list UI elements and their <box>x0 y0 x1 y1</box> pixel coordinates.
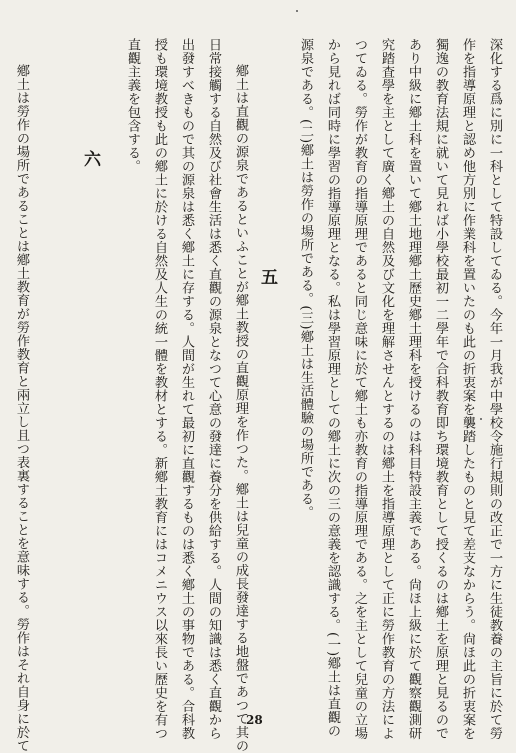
text-line: 鄕土は勞作の場所であることは鄕土教育が勞作教育と兩立し且つ表裏することを意味する。勞作はそれ自身に於て <box>14 64 29 753</box>
text-line: つてゐる。勞作が教育の指導原理であると同じ意味に於て鄕土も亦教育の指導原理である。之を主として兒童の立場 <box>352 38 367 740</box>
text-line: 出發すべきもので其の源泉は悉く鄕土に存する。人間が生れて最初に直觀するものは悉く鄕土の事物である。合科教 <box>179 38 194 740</box>
text-line: 鄕土は直觀の源泉であるといふことが鄕土教授の直觀原理を作つた。鄕土は兒童の成長發達する地盤であつて其の <box>233 64 248 753</box>
text-line: あり中級に鄕土科を置いて鄕土地理鄕土歷史鄕土理科を授けるのは科目特設主義である。尙ほ上級に於て觀察觀測研 <box>406 38 421 740</box>
speck-mark <box>480 418 482 420</box>
text-line: 獨逸の教育法規に就いて見れば小學校最初一二學年で合科教育即ち環境教育として授くるのは鄕土を原理と見るので <box>433 38 448 740</box>
text-line: 作を指導原理と認め他方別に作業科を置いたのも此の折衷案を襲踏したものと見て差支なからう。尙ほ此の折衷案を <box>460 38 475 740</box>
section-heading: 五 <box>257 268 277 287</box>
page-number: 28 <box>246 713 263 727</box>
text-line: 日常接觸する自然及び社會生活は悉く直觀の源泉となつて心意の發達に養分を供給する。人間の知識は悉く直觀から <box>206 38 221 740</box>
text-line: 究踏査學を主として廣く鄕土の自然及び文化を理解させんとするのは鄕土を指導原理として正に勞作教育の方法によ <box>379 38 394 740</box>
text-line: 源泉である。(二)鄕土は勞作の場所である。(三)鄕土は生活體驗の場所である。 <box>298 38 313 519</box>
text-line: 深化する爲に別に一科として特設してゐる。今年一月我が中學校令施行規則の改正で一方に生徒教養の主旨に於て勞 <box>487 38 502 740</box>
text-line: から見れば同時に學習の指導原理となる。私は學習原理としての鄕土に次の三の意義を認識する。(一)鄕土は直觀の <box>325 38 340 738</box>
text-line: 授も環境教授も此の鄕土に於ける自然及人生の統一體を教材とする。新鄕土教育にはコメニウス以來長い歷史を有つ <box>152 38 167 740</box>
speck-mark <box>296 10 298 12</box>
section-heading: 六 <box>80 150 100 169</box>
text-line: 直觀主義を包含する。 <box>125 38 140 173</box>
